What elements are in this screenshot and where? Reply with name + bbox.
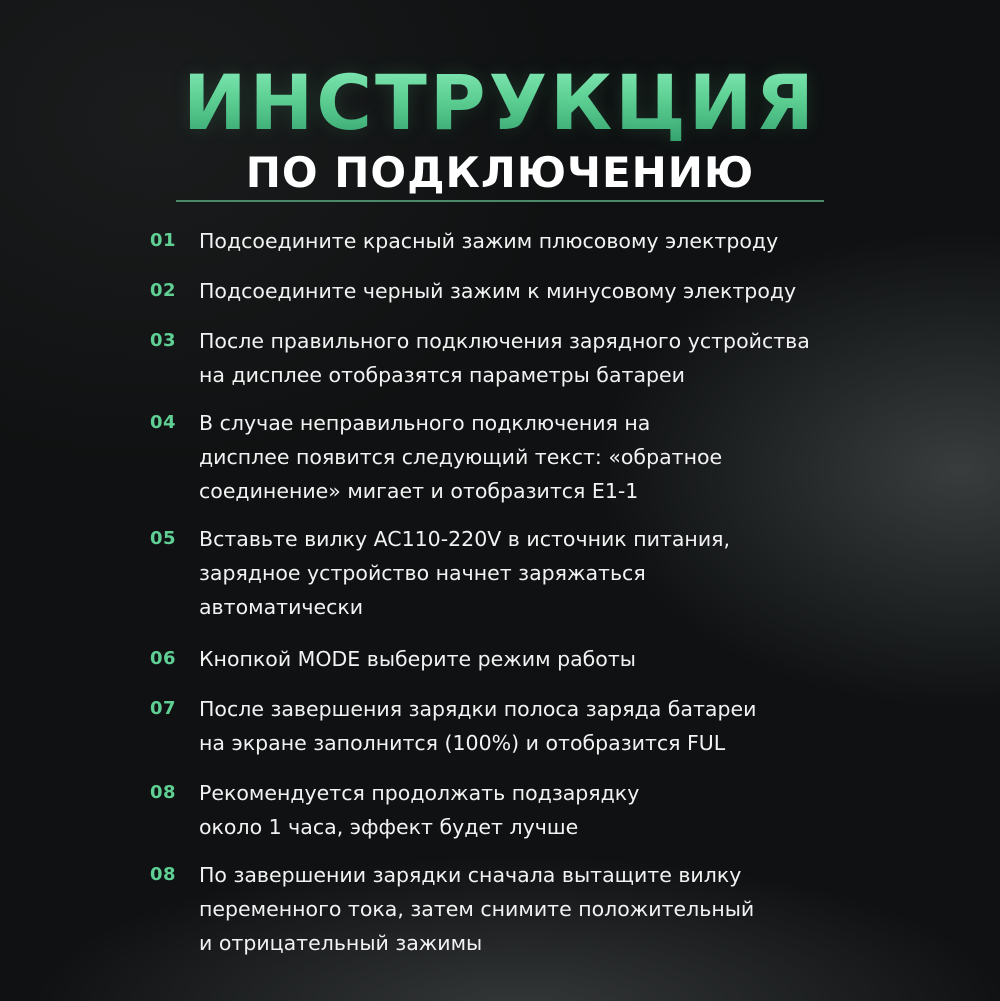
step-text: После правильного подключения зарядного устройства на дисплее отобразятся параметры батареи: [199, 329, 810, 387]
page-title: ИНСТРУКЦИЯ: [0, 58, 1000, 148]
step-text: Рекомендуется продолжать подзарядку около 1 часа, эффект будет лучше: [199, 781, 640, 839]
header: [0, 58, 1000, 198]
step-number: 02: [150, 280, 177, 301]
step-number: 01: [150, 230, 177, 251]
step-number: 07: [150, 698, 177, 719]
step-text: Подсоедините черный зажим к минусовому электроду: [199, 279, 797, 303]
page-subtitle: ПО ПОДКЛЮЧЕНИЮ: [245, 148, 755, 197]
step-text: По завершении зарядки сначала вытащите вилку переменного тока, затем снимите положительный и отрицательный зажимы: [199, 863, 755, 955]
step-number: 03: [150, 330, 177, 351]
step-number: 08: [150, 864, 177, 885]
step-number: 08: [150, 782, 177, 803]
step-text: Кнопкой MODE выберите режим работы: [199, 647, 636, 671]
step-text: В случае неправильного подключения на дисплее появится следующий текст: «обратное соединение» мигает и отобразится E1-1: [199, 411, 723, 503]
title-divider: [176, 200, 824, 202]
step-number: 06: [150, 648, 177, 669]
step-text: После завершения зарядки полоса заряда батареи на экране заполнится (100%) и отобразится FUL: [199, 697, 757, 755]
step-text: Вставьте вилку AC110-220V в источник питания, зарядное устройство начнет заряжаться автоматически: [199, 527, 730, 619]
step-text: Подсоедините красный зажим плюсовому электроду: [199, 229, 779, 253]
step-number: 04: [150, 412, 177, 433]
step-number: 05: [150, 528, 177, 549]
